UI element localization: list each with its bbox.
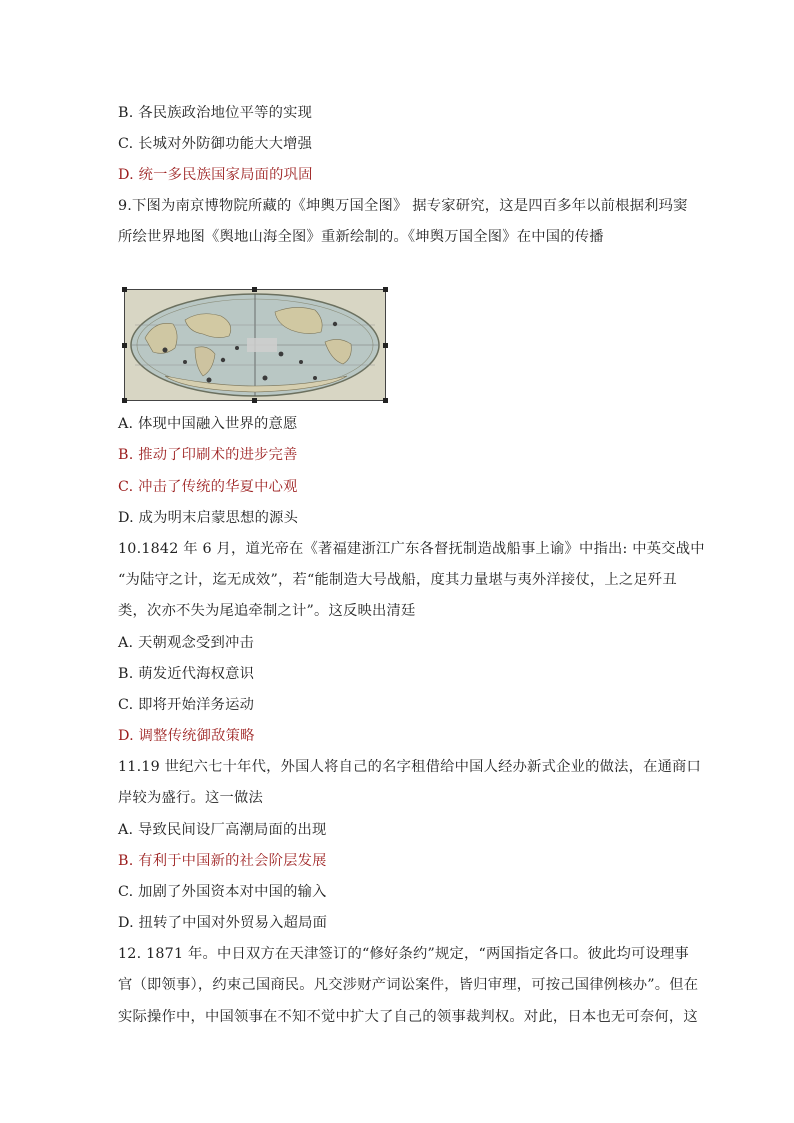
option-8c: C. 长城对外防御功能大大增强 [118, 136, 313, 152]
option-11a: A. 导致民间设厂高潮局面的出现 [118, 822, 327, 838]
resize-handle-top-center[interactable] [252, 287, 257, 292]
option-8d-answer: D. 统一多民族国家局面的巩固 [118, 167, 313, 183]
option-9c-answer: C. 冲击了传统的华夏中心观 [118, 479, 298, 495]
question-10-stem-line3: 类，次亦不失为尾追牵制之计”。这反映出清廷 [118, 603, 416, 619]
question-12-stem-line3: 实际操作中，中国领事在不知不觉中扩大了自己的领事裁判权。对此，日本也无可奈何，这 [118, 1009, 698, 1025]
option-11d: D. 扭转了中国对外贸易入超局面 [118, 915, 328, 931]
option-9b-red: B. 推动了印刷术的进步完善 [118, 447, 298, 463]
option-11b-answer: B. 有利于中国新的社会阶层发展 [118, 853, 327, 869]
question-10-stem-line1: 10.1842 年 6 月，道光帝在《著福建浙江广东各督抚制造战船事上谕》中指出: 中英交战中 [118, 541, 705, 557]
question-12-stem-line1: 12. 1871 年。中日双方在天津签订的“修好条约”规定，“两国指定各口。彼此均可设理事 [118, 946, 689, 962]
resize-handle-middle-right[interactable] [383, 343, 388, 348]
resize-handle-top-left[interactable] [122, 287, 127, 292]
world-map-image[interactable] [124, 289, 386, 401]
question-11-stem-line1: 11.19 世纪六七十年代，外国人将自己的名字租借给中国人经办新式企业的做法，在通商口 [118, 759, 702, 775]
option-10d-answer: D. 调整传统御敌策略 [118, 728, 255, 744]
question-9-stem-line1: 9.下图为南京博物院所藏的《坤輿万国全图》 据专家研究，这是四百多年以前根据利玛窦 [118, 198, 688, 214]
resize-handle-bottom-right[interactable] [383, 398, 388, 403]
resize-handle-bottom-left[interactable] [122, 398, 127, 403]
resize-handle-bottom-center[interactable] [252, 398, 257, 403]
option-9a: A. 体现中国融入世界的意愿 [118, 416, 298, 432]
option-8b: B. 各民族政治地位平等的实现 [118, 105, 313, 121]
option-10b: B. 萌发近代海权意识 [118, 666, 255, 682]
resize-handle-middle-left[interactable] [122, 343, 127, 348]
option-10c: C. 即将开始洋务运动 [118, 697, 255, 713]
kunyu-map-illustration [125, 290, 385, 400]
question-11-stem-line2: 岸较为盛行。这一做法 [118, 790, 263, 806]
question-10-stem-line2: “为陆守之计，迄无成效”，若“能制造大号战船，度其力量堪与夷外洋接仗，上之足歼丑 [118, 572, 677, 588]
option-11c: C. 加剧了外国资本对中国的输入 [118, 884, 327, 900]
option-10a: A. 天朝观念受到冲击 [118, 635, 254, 651]
question-9-stem-line2: 所绘世界地图《舆地山海全图》重新绘制的。《坤舆万国全图》在中国的传播 [118, 229, 604, 245]
question-12-stem-line2: 官（即领事），约束己国商民。凡交涉财产词讼案件，皆归审理，可按己国律例核办”。但在 [118, 977, 699, 993]
resize-handle-top-right[interactable] [383, 287, 388, 292]
option-9d: D. 成为明末启蒙思想的源头 [118, 510, 299, 526]
